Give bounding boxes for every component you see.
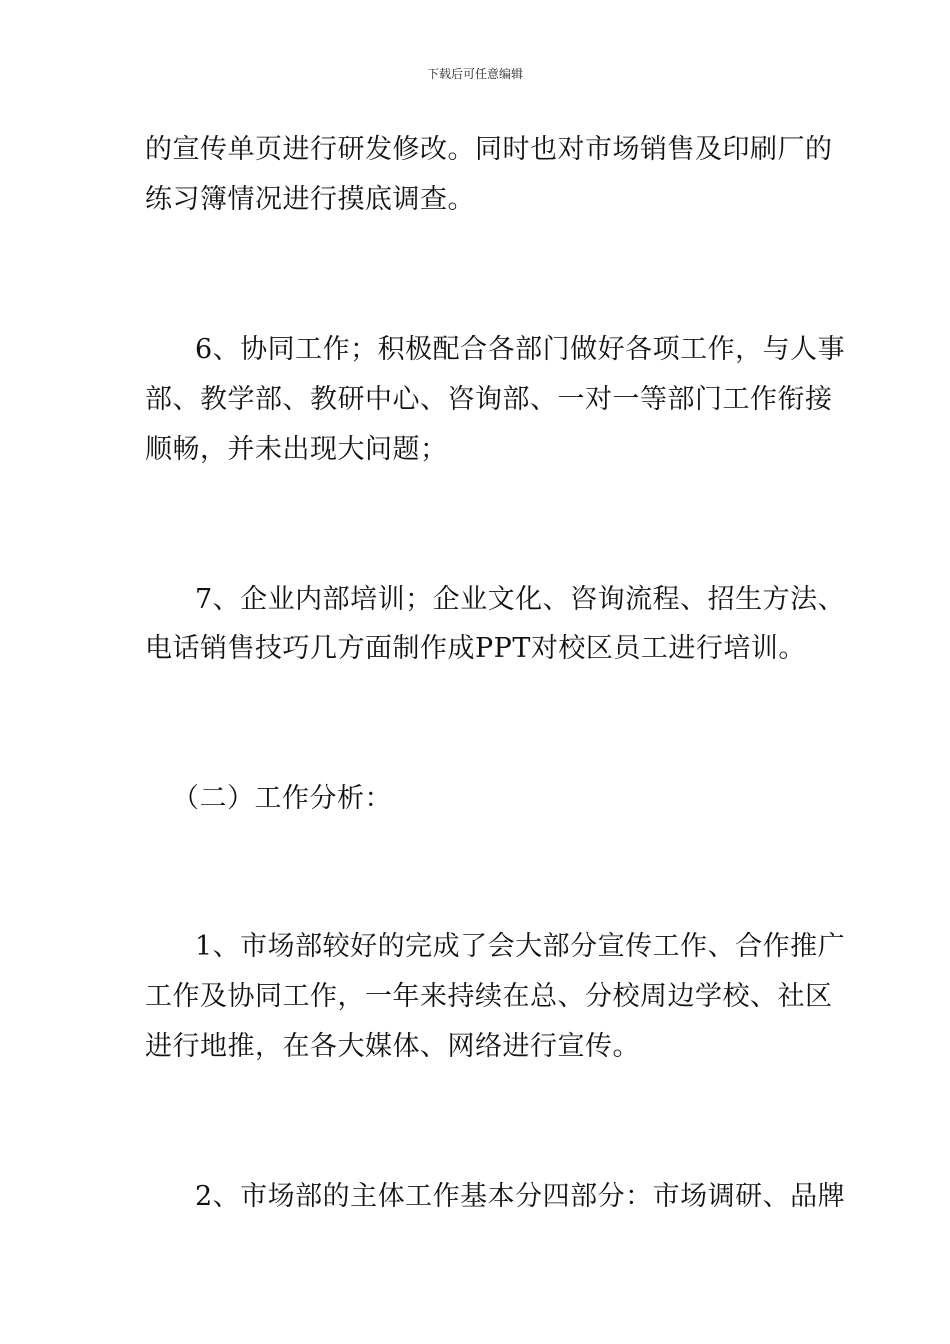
- text-line: 的宣传单页进行研发修改。同时也对市场销售及印刷厂的: [145, 134, 833, 165]
- text-line: 6、协同工作；积极配合各部门做好各项工作，与人事: [195, 334, 846, 365]
- text-line: 7、企业内部培训；企业文化、咨询流程、招生方法、: [195, 584, 846, 615]
- text-line: 练习簿情况进行摸底调查。: [145, 184, 475, 215]
- text-line: 顺畅，并未出现大问题；: [145, 434, 448, 465]
- text-line: 工作及协同工作，一年来持续在总、分校周边学校、社区: [145, 981, 833, 1012]
- page-header: 下载后可任意编辑: [426, 67, 523, 81]
- text-line: 电话销售技巧几方面制作成PPT对校区员工进行培训。: [145, 633, 806, 664]
- text-line: 2、市场部的主体工作基本分四部分：市场调研、品牌: [195, 1181, 846, 1212]
- text-line: 进行地推，在各大媒体、网络进行宣传。: [145, 1031, 640, 1062]
- text-line: 1、市场部较好的完成了会大部分宣传工作、合作推广: [195, 931, 846, 962]
- text-line: 部、教学部、教研中心、咨询部、一对一等部门工作衔接: [145, 384, 833, 415]
- section-heading-text: （二）工作分析：: [172, 783, 392, 814]
